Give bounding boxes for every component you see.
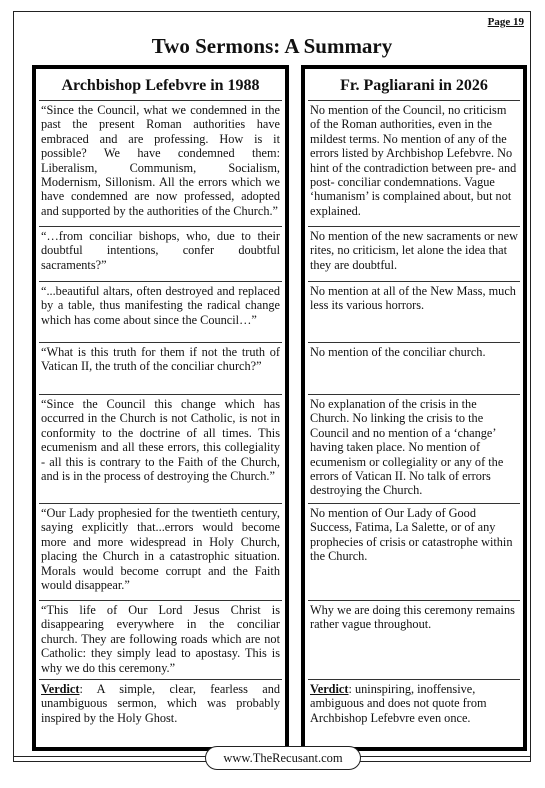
right-verdict-text: : uninspiring, inoffensive, ambiguous and does not quote from Archbishop Lefebvre even once. bbox=[310, 682, 487, 725]
left-row: “Since the Council, what we condemned in the past the present Roman authorities have embraced and are professing. How is it possible? We have condemned them: Liberalism, Communism, Socialism, Modernism, Sillonism. All the errors which we have condemned are now professed, adopted and supported by the authorities of the Church.” bbox=[39, 100, 282, 226]
left-row: “…from conciliar bishops, who, due to their doubtful intentions, confer doubtful sacraments?” bbox=[39, 226, 282, 281]
right-row: Why we are doing this ceremony remains rather vague throughout. bbox=[308, 600, 520, 679]
right-row: No mention of the Council, no criticism of the Roman authorities, even in the mildest terms. No mention of any of the errors listed by Archbishop Lefebvre. No hint of the contradiction between pre- and post- conciliar condemnations. Vague ‘humanism’ is complained about, but not explained. bbox=[308, 100, 520, 226]
left-column-heading: Archbishop Lefebvre in 1988 bbox=[61, 77, 260, 94]
left-verdict-text: : A simple, clear, fearless and unambiguous sermon, which was probably inspired by the Holy Ghost. bbox=[41, 682, 280, 725]
right-column-heading: Fr. Pagliarani in 2026 bbox=[340, 77, 488, 94]
left-row: “Our Lady prophesied for the twentieth century, saying explicitly that...errors would become more and more widespread in Holy Church, placing the Church in a catastrophic situation. Morals would become corrupt and the Faith would disappear.” bbox=[39, 503, 282, 600]
right-row: No mention at all of the New Mass, much less its various horrors. bbox=[308, 281, 520, 342]
right-row: No mention of the conciliar church. bbox=[308, 342, 520, 394]
left-row: “Since the Council this change which has occurred in the Church is not Catholic, is not in conformity to the doctrine of all times. This ecumenism and all these errors, this collegiality - all this is contrary to the Faith of the Church, and is in the process of destroying the Church.” bbox=[39, 394, 282, 503]
page-number: Page 19 bbox=[487, 16, 524, 28]
right-verdict-label: Verdict bbox=[310, 682, 349, 696]
right-row: No explanation of the crisis in the Church. No linking the crisis to the Council and no mention of a ‘change’ having taken place. No mention of ecumenism or collegiality or any of the errors of Vatican II. No talk of errors destroying the Church. bbox=[308, 394, 520, 503]
footer-website-link[interactable]: www.TheRecusant.com bbox=[205, 746, 361, 770]
left-row: “This life of Our Lord Jesus Christ is disappearing everywhere in the conciliar church. They are following roads which are not Catholic: they simply lead to apostasy. This is why we do this ceremony.” bbox=[39, 600, 282, 679]
left-row: “What is this truth for them if not the truth of Vatican II, the truth of the conciliar church?” bbox=[39, 342, 282, 394]
left-row: “...beautiful altars, often destroyed and replaced by a table, thus manifesting the radical change which has come about since the Council…” bbox=[39, 281, 282, 342]
left-column bbox=[32, 65, 289, 751]
right-verdict bbox=[308, 679, 520, 725]
right-column bbox=[301, 65, 527, 751]
page-title: Two Sermons: A Summary bbox=[151, 34, 393, 58]
left-verdict-label: Verdict bbox=[41, 682, 80, 696]
left-verdict bbox=[39, 679, 282, 725]
right-row: No mention of Our Lady of Good Success, Fatima, La Salette, or of any prophecies of crisis or catastrophe within the Church. bbox=[308, 503, 520, 600]
page-frame bbox=[13, 11, 531, 762]
right-row: No mention of the new sacraments or new rites, no criticism, let alone the idea that they are doubtful. bbox=[308, 226, 520, 281]
